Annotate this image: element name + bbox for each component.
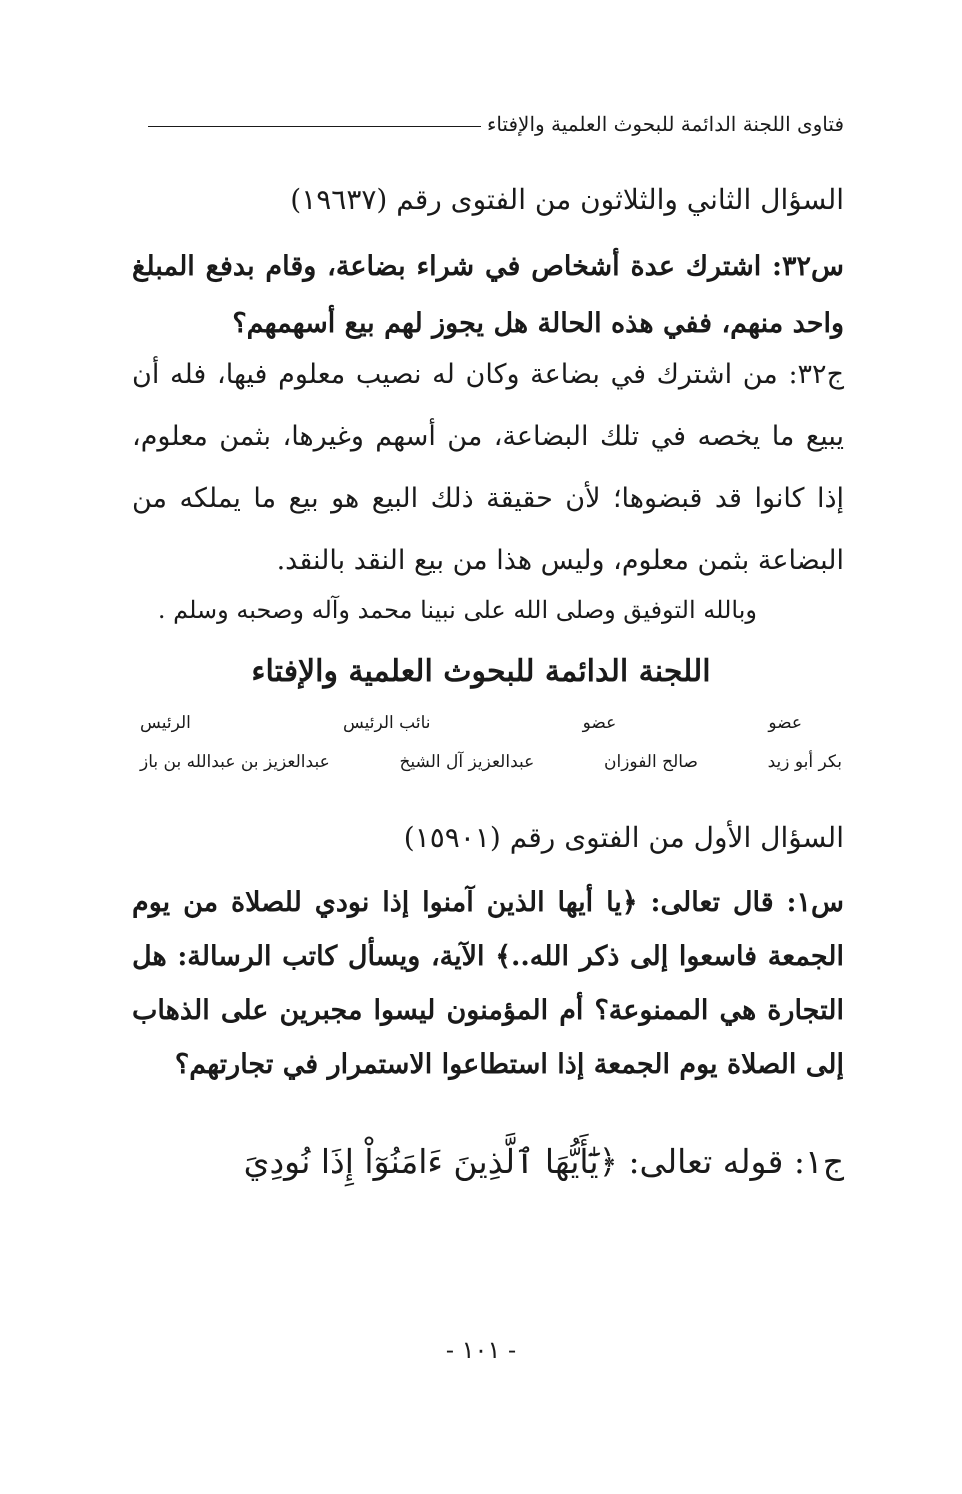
fatwa-1-question: س٣٢: اشترك عدة أشخاص في شراء بضاعة، وقام بدفع المبلغ واحد منهم، ففي هذه الحالة هل يجوز لهم بيع أسهمهم؟ [132, 251, 844, 339]
signature-roles [140, 713, 802, 733]
signature-names [140, 752, 842, 772]
page-number: - ١٠١ - [445, 1336, 517, 1364]
member-role: عضو [582, 713, 617, 733]
fatwa-2-answer-start: ج١: قوله تعالى: ﴿يَٰٓأَيُّهَا ٱلَّذِينَ ءَامَنُوٓاْ إِذَا نُودِيَ [243, 1142, 844, 1181]
fatwa-1-heading: السؤال الثاني والثلاثون من الفتوى رقم (١٩٦٣٧) [290, 183, 844, 216]
member-role: عضو [768, 713, 802, 733]
member-name: عبدالعزيز آل الشيخ [399, 752, 535, 772]
member-name: بكر أبو زيد [767, 752, 842, 772]
committee-title: اللجنة الدائمة للبحوث العلمية والإفتاء [251, 654, 711, 689]
fatwa-2-heading: السؤال الأول من الفتوى رقم (١٥٩٠١) [403, 821, 844, 854]
header-rule [148, 126, 481, 127]
closing-prayer: وبالله التوفيق وصلى الله على نبينا محمد وآله وصحبه وسلم . [157, 596, 757, 624]
fatwa-2-question: س١: قال تعالى: ﴿يا أيها الذين آمنوا إذا نودي للصلاة من يوم الجمعة فاسعوا إلى ذكر الله..﴾ الآية، ويسأل كاتب الرسالة: هل التجارة هي الممنوعة؟ أم المؤمنون ليسوا مجبرين على الذهاب إلى الصلاة يوم الجمعة إذا استطاعوا الاستمرار في تجارتهم؟ [132, 887, 844, 1080]
member-role: الرئيس [140, 713, 191, 733]
running-title: فتاوى اللجنة الدائمة للبحوث العلمية والإفتاء [486, 112, 844, 136]
member-role: نائب الرئيس [342, 713, 431, 733]
member-name: عبدالعزيز بن عبدالله بن باز [140, 752, 330, 772]
running-header [148, 112, 844, 136]
fatwa-1-answer: ج٣٢: من اشترك في بضاعة وكان له نصيب معلوم فيها، فله أن يبيع ما يخصه في تلك البضاعة، من أسهم وغيرها، بثمن معلوم، إذا كانوا قد قبضوها؛ لأن حقيقة ذلك البيع هو بيع ما يملكه من البضاعة بثمن معلوم، وليس هذا من بيع النقد بالنقد. [132, 359, 844, 576]
member-name: صالح الفوزان [604, 752, 698, 772]
